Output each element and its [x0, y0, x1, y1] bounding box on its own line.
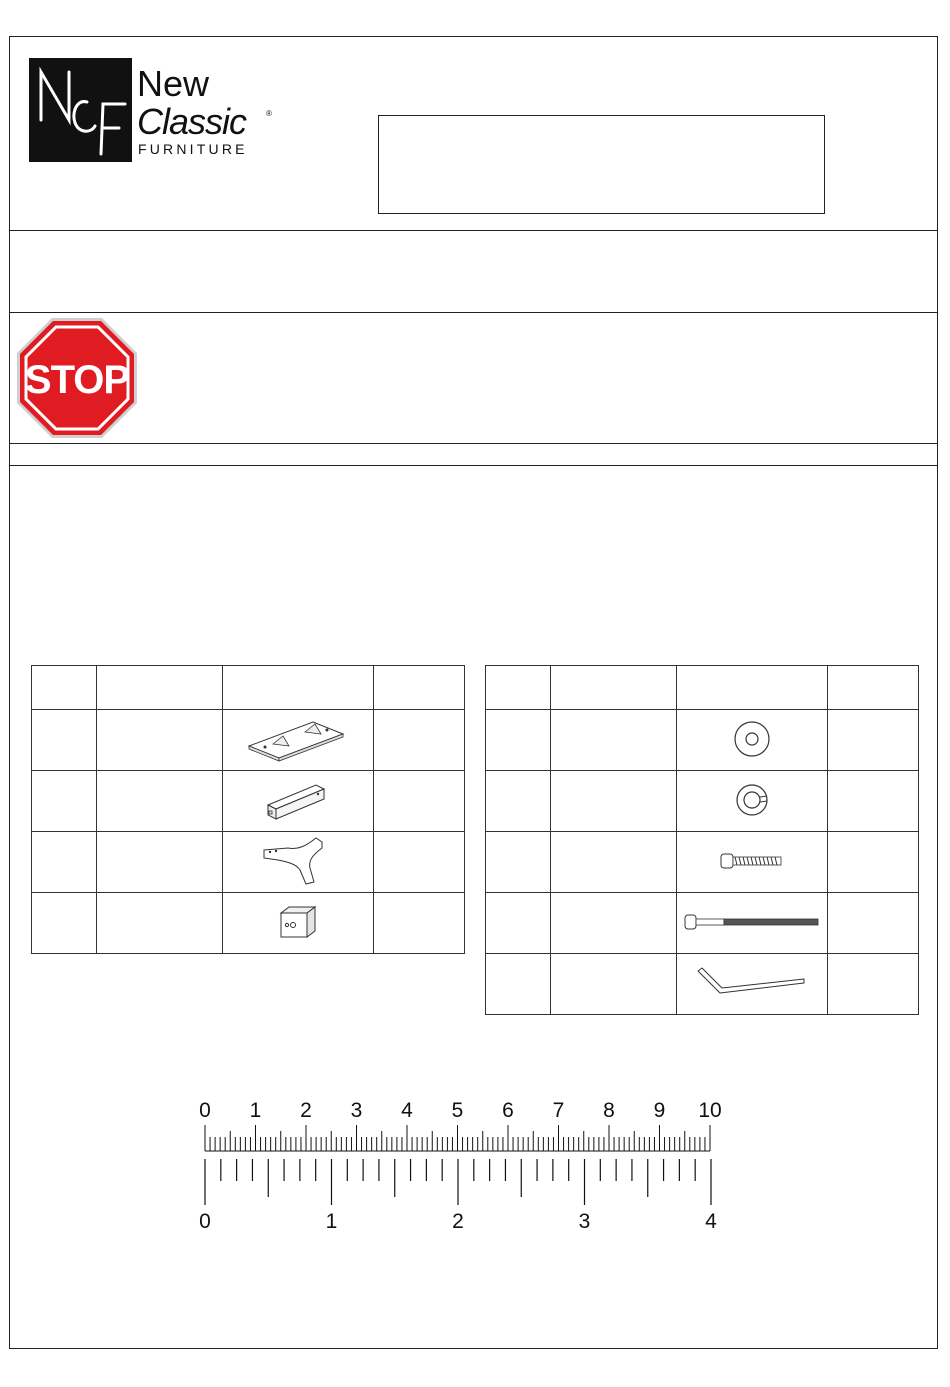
cm-label: 6: [502, 1099, 514, 1122]
short-bolt-icon: [717, 846, 787, 876]
allen-wrench-icon: [692, 963, 812, 1003]
table-row: [32, 893, 465, 954]
inch-scale: [205, 1159, 711, 1205]
table-header-row: [486, 666, 919, 710]
inch-label: 2: [452, 1210, 464, 1233]
three-prong-base-icon: [258, 836, 338, 886]
svg-text:New: New: [137, 63, 210, 104]
cm-label: 5: [451, 1099, 464, 1122]
lock-washer-icon: [727, 775, 777, 825]
square-block-icon: [273, 897, 323, 947]
table-row: [32, 710, 465, 771]
cm-label: 7: [552, 1099, 565, 1122]
table-row: [486, 893, 919, 954]
table-row: [32, 832, 465, 893]
ncf-logo: [29, 58, 283, 162]
flat-washer-icon: [727, 714, 777, 764]
table-row: [486, 771, 919, 832]
inch-label: 4: [705, 1210, 717, 1233]
svg-text:®: ®: [266, 109, 272, 118]
table-row: [486, 954, 919, 1015]
inch-label: 0: [199, 1210, 211, 1233]
divider: [9, 312, 938, 313]
square-tube-icon: [258, 775, 338, 825]
cm-label: 2: [300, 1099, 312, 1122]
table-row: [32, 771, 465, 832]
divider: [9, 443, 938, 444]
inch-label: 1: [325, 1210, 338, 1233]
stop-sign-icon: [16, 317, 138, 439]
centimeter-scale: [205, 1125, 710, 1151]
inch-label: 3: [578, 1210, 591, 1233]
model-number-box: [378, 115, 825, 214]
long-bolt-icon: [682, 907, 822, 937]
cm-label: 0: [199, 1099, 211, 1122]
divider: [9, 465, 938, 466]
mounting-plate-icon: [243, 714, 353, 764]
cm-label: 9: [653, 1099, 666, 1122]
cm-label: 4: [401, 1099, 413, 1122]
cm-label: 8: [603, 1099, 615, 1122]
svg-text:Classic: Classic: [137, 101, 247, 142]
cm-label: 10: [698, 1099, 722, 1122]
cm-label: 1: [249, 1099, 262, 1122]
inch-labels: [199, 1210, 717, 1233]
hardware-table-left: [31, 665, 465, 954]
table-row: [486, 832, 919, 893]
table-row: [486, 710, 919, 771]
hardware-table-right: [485, 665, 919, 1015]
svg-text:FURNITURE: FURNITURE: [138, 141, 248, 157]
cm-label: 3: [350, 1099, 363, 1122]
measurement-ruler: [190, 1095, 730, 1235]
stop-label: STOP: [24, 358, 130, 402]
centimeter-labels: [199, 1099, 722, 1122]
table-header-row: [32, 666, 465, 710]
divider: [9, 230, 938, 231]
